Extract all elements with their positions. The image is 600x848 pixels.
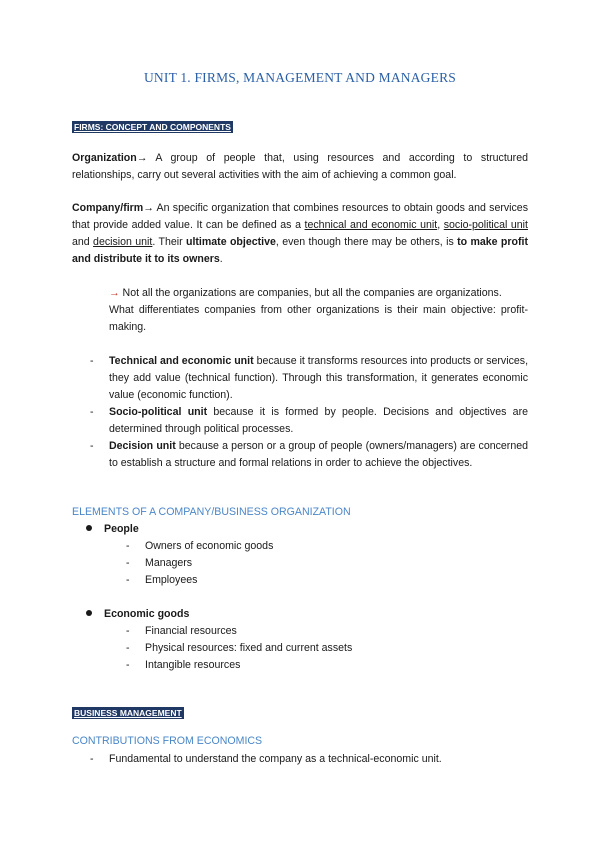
organizations-note (109, 285, 528, 336)
organization-term: Organization (72, 152, 137, 164)
company-text: An specific organization that combines resources to obtain goods and services that provide added value. It can be defined as a (72, 202, 528, 231)
bullet-dot-icon (86, 525, 92, 531)
sub-item-text: Financial resources (145, 625, 237, 637)
company-term: Company/firm (72, 202, 144, 214)
arrow-symbol: → (136, 152, 148, 164)
note-line-2: What differentiates companies from other organizations is their main objective: profit-making. (109, 304, 528, 333)
dash-marker: - (90, 406, 94, 418)
dash-marker: - (126, 659, 130, 671)
dash-marker: - (126, 574, 130, 586)
dash-marker: - (126, 557, 130, 569)
sub-item (126, 642, 352, 654)
page-title: UNIT 1. FIRMS, MANAGEMENT AND MANAGERS (143, 70, 456, 85)
section-heading-firms: FIRMS: CONCEPT AND COMPONENTS (74, 122, 231, 132)
unit-text (109, 353, 528, 404)
sub-item-text: Physical resources: fixed and current assets (145, 642, 353, 654)
company-definition (72, 200, 528, 268)
company-text: . (219, 253, 223, 265)
dash-marker: - (126, 625, 130, 637)
sub-item (126, 540, 273, 552)
dash-marker: - (90, 440, 94, 452)
unit-description: because a person or a group of people (owners/managers) are concerned to establish a structure and formal relations in order to achieve the objectives. (109, 440, 528, 469)
sub-item-text: Managers (145, 557, 193, 569)
bullet-label: Economic goods (104, 608, 190, 620)
sub-item-text: Intangible resources (145, 659, 241, 671)
bullet-dot-icon (86, 610, 92, 616)
company-text: , (437, 219, 444, 231)
bullet-label: People (104, 523, 139, 535)
socio-political-unit-ref: socio-political unit (443, 219, 528, 231)
sub-item-text: Employees (145, 574, 198, 586)
bullet-economic-goods (86, 608, 189, 620)
unit-text (109, 438, 528, 472)
organization-definition (72, 150, 528, 184)
contributions-heading: CONTRIBUTIONS FROM ECONOMICS (72, 735, 263, 747)
elements-heading: ELEMENTS OF A COMPANY/BUSINESS ORGANIZATION (72, 506, 351, 518)
sub-item-text: Owners of economic goods (145, 540, 274, 552)
company-text: . Their (152, 236, 186, 248)
sub-item (126, 625, 237, 637)
dash-marker: - (126, 540, 130, 552)
company-text: and (72, 236, 94, 248)
note-text: Not all the organizations are companies, but all the companies are organizations. (119, 287, 502, 299)
contribution-text: Fundamental to understand the company as a technical-economic unit. (109, 753, 442, 765)
dash-marker: - (126, 642, 130, 654)
sub-item (126, 574, 197, 586)
unit-description: because it transforms resources into products or services, they add value (technical function). Through this transformation, it generates economic value (economic function). (109, 355, 529, 401)
unit-term: Socio-political unit (109, 406, 208, 418)
bullet-people (86, 523, 139, 535)
unit-text (109, 404, 528, 438)
sub-item (126, 557, 192, 569)
technical-economic-unit-ref: technical and economic unit (304, 219, 438, 231)
ultimate-objective: ultimate objective (185, 236, 276, 248)
dash-marker: - (90, 355, 94, 367)
note-line-1 (109, 285, 528, 302)
arrow-icon: → (109, 287, 120, 299)
organization-text: A group of people that, using resources and according to structured relationships, carry out several activities with the aim of achieving a common goal. (72, 152, 528, 181)
sub-item (126, 659, 240, 671)
unit-term: Technical and economic unit (109, 355, 254, 367)
section-heading-business-management: BUSINESS MANAGEMENT (74, 708, 182, 718)
decision-unit-ref: decision unit (93, 236, 153, 248)
company-text: , even though there may be others, is (275, 236, 458, 248)
unit-description: because it is formed by people. Decisions and objectives are determined through political processes. (109, 406, 528, 435)
profit-objective: to make profit and distribute it to its owners (72, 236, 528, 265)
arrow-symbol: → (143, 202, 154, 214)
dash-marker: - (90, 753, 94, 765)
unit-term: Decision unit (109, 440, 176, 452)
